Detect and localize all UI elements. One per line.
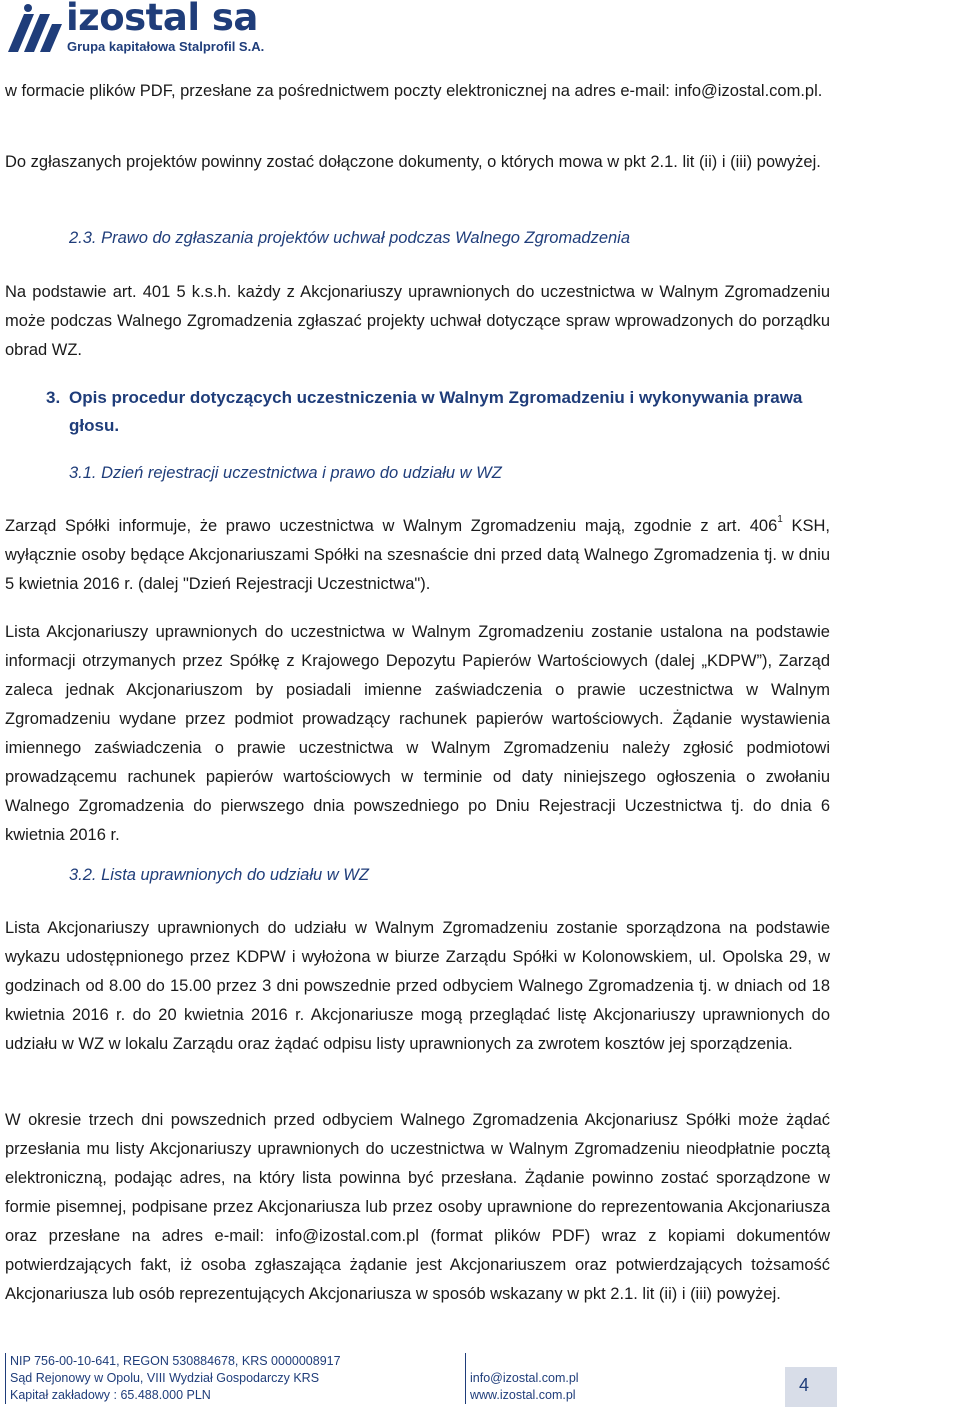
section-title-line2: głosu. [69,416,120,435]
footer-website-link[interactable]: www.izostal.com.pl [470,1388,576,1402]
logo-subtitle: Grupa kapitałowa Stalprofil S.A. [67,39,265,54]
section-heading-3 [46,384,830,440]
page-number-box [785,1367,837,1407]
article-superscript: 1 [777,513,783,525]
paragraph-registration-day [5,512,830,599]
paragraph-list-request: W okresie trzech dni powszednich przed odbyciem Walnego Zgromadzenia Akcjonariusz Spółki może żądać przesłania mu listy Akcjonariuszy uprawnionych do uczestnictwa w Walnym Zgromadzeniu nieodpłatnie pocztą elektroniczną, podając adres, na który lista powinna być przesłana. Żądanie powinno zostać sporządzone w formie pisemnej, podpisane przez Akcjonariusza lub przez osoby uprawnione do reprezentowania Akcjonariusza oraz przesłane na adres e-mail: info@izostal.com.pl (format plików PDF) wraz z kopiami dokumentów potwierdzających fakt, iż osoba zgłaszająca żądanie jest Akcjonariuszem oraz potwierdzających tożsamość Akcjonariusza lub osób reprezentujących Akcjonariusza w sposób wskazany w pkt 2.1. lit (ii) i (iii) powyżej. [5,1111,830,1303]
paragraph-shareholder-list: Lista Akcjonariuszy uprawnionych do uczestnictwa w Walnym Zgromadzeniu zostanie ustalona na podstawie informacji otrzymanych przez Spółkę z Krajowego Depozytu Papierów Wartościowych (dalej „KDPW”), Zarząd zaleca jednak Akcjonariuszom by posiadali imienne zaświadczenia o prawie uczestnictwa w Walnym Zgromadzeniu wydane przez podmiot prowadzący rachunek papierów wartościowych. Żądanie wystawienia imiennego zaświadczenia o prawie uczestnictwa w Walnym Zgromadzeniu należy zgłosić podmiotowi prowadzącemu rachunek papierów wartościowych w terminie od daty niniejszego ogłoszenia o zwołaniu Walnego Zgromadzenia do pierwszego dnia powszedniego po Dniu Rejestracji Uczestnictwa tj. do dnia 6 kwietnia 2016 r. [5,623,830,844]
paragraph-right-to-submit: Na podstawie art. 401 5 k.s.h. każdy z Akcjonariuszy uprawnionych do uczestnictwa w Walnym Zgromadzeniu może podczas Walnego Zgromadzenia zgłaszać projekty uchwał dotyczące spraw wprowadzonych do porządku obrad WZ. [5,283,830,359]
footer-contact [465,1353,670,1404]
section-number: 3. [46,388,61,407]
company-logo [4,0,265,56]
footer-registration: NIP 756-00-10-641, REGON 530884678, KRS 0000008917 [10,1354,341,1368]
registration-text-b: KSH, wyłącznie osoby będące Akcjonariuszami Spółki na szesnaście dni przed datą Walnego Zgromadzenia tj. w dniu 5 kwietnia 2016 r. (dalej "Dzień Rejestracji Uczestnictwa"). [5,517,830,593]
section-heading-2-3: 2.3. Prawo do zgłaszania projektów uchwał podczas Walnego Zgromadzenia [69,229,631,247]
paragraph-list-availability: Lista Akcjonariuszy uprawnionych do udziału w Walnym Zgromadzeniu zostanie sporządzona na podstawie wykazu udostępnionego przez KDPW i wyłożona w biurze Zarządu Spółki w Kolonowskiem, ul. Opolska 29, w godzinach od 8.00 do 15.00 przez 3 dni powszednie przed odbyciem Walnego Zgromadzenia tj. w dniach od 18 kwietnia 2016 r. do 20 kwietnia 2016 r. Akcjonariusze mogą przeglądać listę Akcjonariuszy uprawnionych do udziału w WZ w lokalu Zarządu oraz żądać odpisu listy uprawnionych za zwrotem kosztów jej sporządzenia. [5,919,830,1053]
footer-court: Sąd Rejonowy w Opolu, VIII Wydział Gospodarczy KRS [10,1371,320,1385]
page-footer [5,1353,955,1408]
section-title-line1: Opis procedur dotyczących uczestniczenia w Walnym Zgromadzeniu i wykonywania prawa [69,388,803,407]
footer-capital: Kapitał zakładowy : 65.488.000 PLN [10,1388,211,1402]
section-heading-3-1: 3.1. Dzień rejestracji uczestnictwa i prawo do udziału w WZ [69,464,502,482]
paragraph-submission-format: w formacie plików PDF, przesłane za pośrednictwem poczty elektronicznej na adres e-mail: info@izostal.com.pl. [5,82,823,100]
registration-text-a: Zarząd Spółki informuje, że prawo uczestnictwa w Walnym Zgromadzeniu mają, zgodnie z art. 406 [5,517,778,535]
footer-company-info [5,1353,450,1404]
page-number: 4 [799,1375,810,1395]
logo-text: izostal sa [66,0,258,39]
section-heading-3-2: 3.2. Lista uprawnionych do udziału w WZ [69,866,369,884]
logo-mark-icon [4,2,64,54]
paragraph-documents: Do zgłaszanych projektów powinny zostać dołączone dokumenty, o których mowa w pkt 2.1. lit (ii) i (iii) powyżej. [5,153,821,171]
footer-email-link[interactable]: info@izostal.com.pl [470,1371,579,1385]
